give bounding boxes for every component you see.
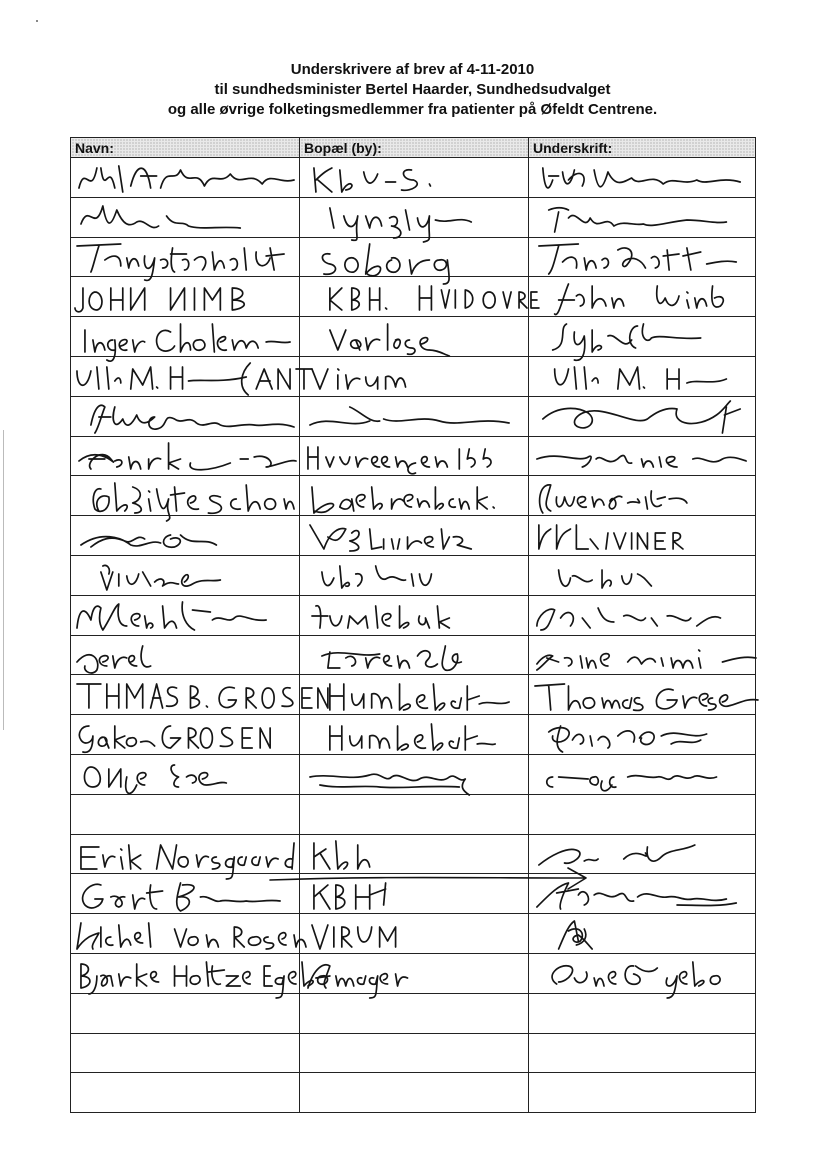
- table-row: [71, 595, 756, 635]
- table-row: [71, 317, 756, 357]
- handwritten-signature: [529, 755, 755, 793]
- table-row: [71, 158, 756, 198]
- heading-line-3: og alle øvrige folketingsmedlemmer fra patienter på Øfeldt Centrene.: [167, 101, 658, 118]
- handwritten-residence: [300, 397, 528, 435]
- cell-residence: [300, 715, 529, 755]
- cell-name: [71, 834, 300, 874]
- table-row: [71, 436, 756, 476]
- document-heading: [0, 60, 825, 120]
- cell-name: [71, 1073, 300, 1113]
- heading-line-1: Underskrivere af brev af 4-11-2010: [290, 61, 535, 78]
- signature-table: [70, 137, 756, 1113]
- cell-signature: [529, 555, 756, 595]
- cell-name: [71, 675, 300, 715]
- handwritten-residence: [300, 636, 528, 674]
- cell-signature: [529, 993, 756, 1033]
- handwritten-signature: [529, 158, 755, 196]
- table-row: [71, 356, 756, 396]
- table-row: [71, 516, 756, 556]
- handwritten-name: [71, 318, 299, 356]
- handwritten-signature: [529, 318, 755, 356]
- cell-signature: [529, 516, 756, 556]
- cell-residence: [300, 317, 529, 357]
- cell-name: [71, 237, 300, 277]
- handwritten-residence: [300, 158, 528, 196]
- handwritten-signature: [529, 397, 755, 435]
- table-row: [71, 197, 756, 237]
- handwritten-signature: [529, 716, 755, 754]
- table-row: [71, 993, 756, 1033]
- cell-name: [71, 356, 300, 396]
- handwritten-residence: [300, 716, 528, 754]
- handwritten-signature: [529, 198, 755, 236]
- cell-residence: [300, 675, 529, 715]
- table-row: [71, 675, 756, 715]
- handwritten-residence: [300, 755, 528, 793]
- cell-signature: [529, 237, 756, 277]
- cell-signature: [529, 635, 756, 675]
- handwritten-residence: [300, 437, 528, 475]
- cell-name: [71, 754, 300, 794]
- table-row: [71, 476, 756, 516]
- cell-signature: [529, 1033, 756, 1073]
- handwritten-name: [71, 158, 299, 196]
- cell-residence: [300, 197, 529, 237]
- cell-residence: [300, 1073, 529, 1113]
- cell-signature: [529, 396, 756, 436]
- cell-residence: [300, 953, 529, 993]
- cell-name: [71, 993, 300, 1033]
- cell-name: [71, 396, 300, 436]
- handwritten-signature: [529, 517, 755, 555]
- cell-residence: [300, 436, 529, 476]
- handwritten-signature: [529, 556, 755, 594]
- cell-name: [71, 1033, 300, 1073]
- cell-name: [71, 197, 300, 237]
- handwritten-name: [71, 596, 299, 634]
- column-header-name: Navn:: [71, 138, 300, 158]
- cell-name: [71, 516, 300, 556]
- cell-signature: [529, 277, 756, 317]
- cell-name: [71, 874, 300, 914]
- cell-name: [71, 436, 300, 476]
- cell-name: [71, 635, 300, 675]
- handwritten-residence: [300, 357, 528, 395]
- cell-signature: [529, 834, 756, 874]
- cell-name: [71, 476, 300, 516]
- handwritten-residence: [300, 676, 528, 714]
- cell-name: [71, 914, 300, 954]
- table-header-row: [71, 138, 756, 158]
- cell-signature: [529, 1073, 756, 1113]
- handwritten-name: [71, 397, 299, 435]
- handwritten-signature: [529, 676, 755, 714]
- table-row: [71, 715, 756, 755]
- handwritten-name: [71, 238, 299, 276]
- table-row: [71, 834, 756, 874]
- cell-name: [71, 317, 300, 357]
- column-header-signature: Underskrift:: [529, 138, 756, 158]
- cell-residence: [300, 516, 529, 556]
- cell-name: [71, 953, 300, 993]
- table-row: [71, 555, 756, 595]
- cell-signature: [529, 874, 756, 914]
- cell-signature: [529, 317, 756, 357]
- cell-residence: [300, 595, 529, 635]
- handwritten-residence: [300, 556, 528, 594]
- handwritten-name: [71, 755, 299, 793]
- handwritten-residence: [300, 596, 528, 634]
- handwritten-residence: [300, 198, 528, 236]
- cell-signature: [529, 675, 756, 715]
- handwritten-signature: [529, 875, 755, 913]
- handwritten-name: [71, 676, 299, 714]
- cell-residence: [300, 396, 529, 436]
- cell-signature: [529, 158, 756, 198]
- cell-residence: [300, 635, 529, 675]
- cell-residence: [300, 794, 529, 834]
- handwritten-signature: [529, 835, 755, 873]
- heading-line-2: til sundhedsminister Bertel Haarder, Sundhedsudvalget: [214, 81, 611, 98]
- handwritten-signature: [529, 596, 755, 634]
- handwritten-name: [71, 835, 299, 873]
- handwritten-name: [71, 477, 299, 515]
- handwritten-name: [71, 357, 299, 395]
- handwritten-residence: [300, 318, 528, 356]
- handwritten-signature: [529, 437, 755, 475]
- handwritten-name: [71, 915, 299, 953]
- handwritten-signature: [529, 477, 755, 515]
- cell-residence: [300, 476, 529, 516]
- cell-residence: [300, 158, 529, 198]
- cell-residence: [300, 237, 529, 277]
- handwritten-residence: [300, 278, 528, 316]
- cell-residence: [300, 914, 529, 954]
- handwritten-name: [71, 875, 299, 913]
- cell-signature: [529, 436, 756, 476]
- handwritten-residence: [300, 954, 528, 992]
- table-row: [71, 277, 756, 317]
- table-row: [71, 874, 756, 914]
- handwritten-name: [71, 636, 299, 674]
- table-row: [71, 953, 756, 993]
- handwritten-name: [71, 556, 299, 594]
- handwritten-name: [71, 198, 299, 236]
- cell-residence: [300, 993, 529, 1033]
- cell-signature: [529, 715, 756, 755]
- handwritten-signature: [529, 278, 755, 316]
- scan-edge-line: [3, 430, 4, 730]
- cell-residence: [300, 555, 529, 595]
- handwritten-residence: [300, 477, 528, 515]
- handwritten-signature: [529, 915, 755, 953]
- cell-signature: [529, 794, 756, 834]
- handwritten-name: [71, 517, 299, 555]
- cell-signature: [529, 914, 756, 954]
- column-header-residence: Bopæl (by):: [300, 138, 529, 158]
- cell-residence: [300, 874, 529, 914]
- cell-name: [71, 595, 300, 635]
- scan-speck: [36, 20, 38, 22]
- handwritten-residence: [300, 915, 528, 953]
- handwritten-name: [71, 437, 299, 475]
- cell-name: [71, 715, 300, 755]
- table-row: [71, 635, 756, 675]
- table-row: [71, 794, 756, 834]
- cell-name: [71, 555, 300, 595]
- cell-residence: [300, 277, 529, 317]
- handwritten-residence: [300, 835, 528, 873]
- table-row: [71, 237, 756, 277]
- handwritten-residence: [300, 517, 528, 555]
- cell-name: [71, 158, 300, 198]
- handwritten-signature: [529, 636, 755, 674]
- table-row: [71, 914, 756, 954]
- handwritten-name: [71, 954, 299, 992]
- handwritten-signature: [529, 954, 755, 992]
- cell-signature: [529, 476, 756, 516]
- cell-residence: [300, 834, 529, 874]
- cell-signature: [529, 754, 756, 794]
- table-row: [71, 396, 756, 436]
- table-row: [71, 754, 756, 794]
- cell-name: [71, 277, 300, 317]
- cell-residence: [300, 1033, 529, 1073]
- cell-signature: [529, 953, 756, 993]
- cell-residence: [300, 356, 529, 396]
- cell-residence: [300, 754, 529, 794]
- cell-signature: [529, 197, 756, 237]
- cell-signature: [529, 356, 756, 396]
- table-row: [71, 1033, 756, 1073]
- table-row: [71, 1073, 756, 1113]
- handwritten-signature: [529, 357, 755, 395]
- handwritten-residence: [300, 238, 528, 276]
- handwritten-residence: [300, 875, 528, 913]
- cell-name: [71, 794, 300, 834]
- cell-signature: [529, 595, 756, 635]
- handwritten-name: [71, 716, 299, 754]
- handwritten-name: [71, 278, 299, 316]
- handwritten-signature: [529, 238, 755, 276]
